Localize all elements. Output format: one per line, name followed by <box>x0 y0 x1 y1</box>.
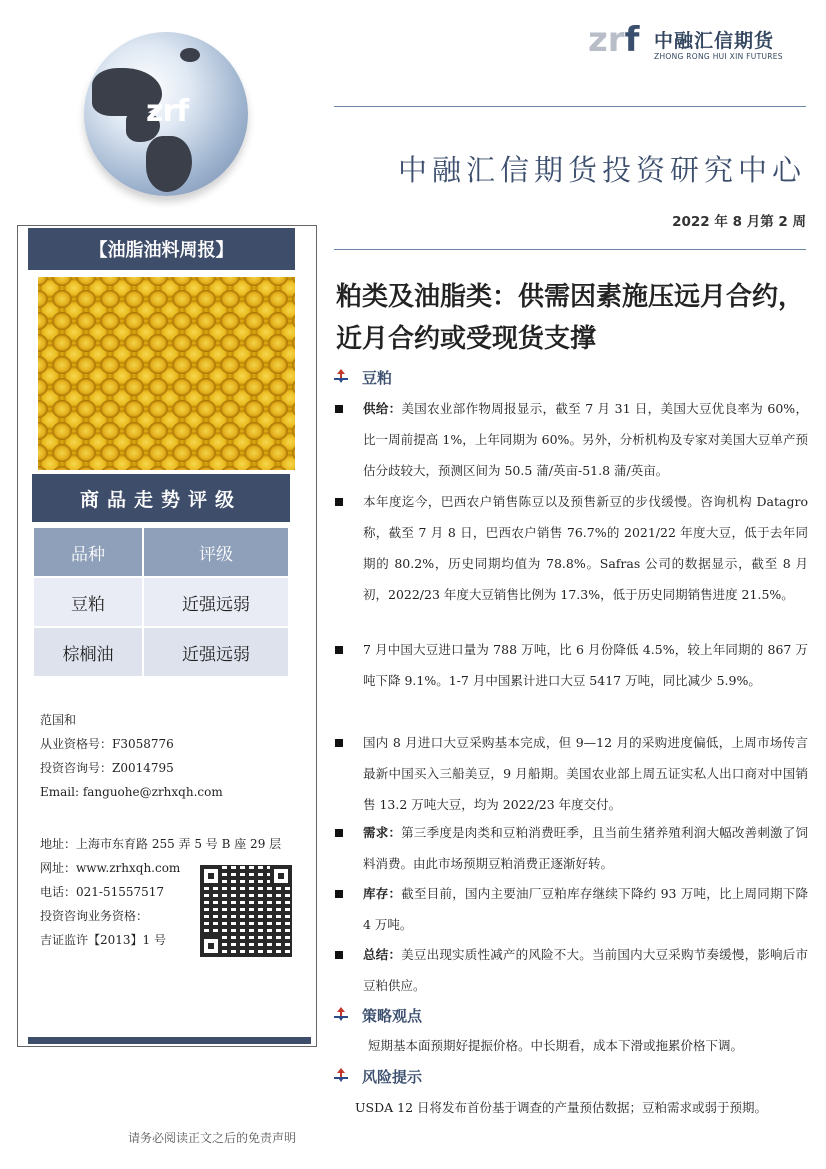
section-arrow-icon <box>334 369 348 383</box>
disclaimer-note: 请务必阅读正文之后的免责声明 <box>128 1131 297 1145</box>
risk-text: USDA 12 日将发布首份基于调查的产量预估数据；豆粕需求或弱于预期。 <box>355 1100 768 1115</box>
bullet-label: 总结： <box>363 947 402 962</box>
strategy-text: 短期基本面预期好提振价格。中长期看，成本下滑或拖累价格下调。 <box>368 1038 744 1053</box>
analyst-consult-number: 投资咨询号：Z0014795 <box>40 761 174 775</box>
section-arrow-icon <box>334 1068 348 1082</box>
rating-row <box>34 628 288 676</box>
bullet-marker <box>335 739 343 747</box>
company-logo-english: ZHONG RONG HUI XIN FUTURES <box>654 52 783 61</box>
company-logo-mark: zrf <box>588 20 640 60</box>
bullet-text: 美国农业部作物周报显示，截至 7 月 31 日，美国大豆优良率为 60%，比一周前提高 1%，上年同期为 60%。另外，分析机构及专家对美国大豆单产预估分歧较大，预测区间为 50.5 蒲/英亩-51.8 蒲/英亩。 <box>363 401 808 478</box>
report-headline: 粕类及油脂类：供需因素施压远月合约，近月合约或受现货支撑 <box>336 282 805 354</box>
globe-logo-image <box>84 32 248 196</box>
report-type-banner: 【油脂油料周报】 <box>28 228 295 270</box>
company-website[interactable]: 网址：www.zrhxqh.com <box>40 861 181 875</box>
bullet-demand <box>363 817 808 879</box>
section-title-soymeal: 豆粕 <box>362 369 393 387</box>
bullet-inventory <box>363 878 808 940</box>
bullet-china-imports <box>363 634 808 696</box>
rating-item: 豆粕 <box>34 578 142 626</box>
bullet-supply <box>363 393 808 486</box>
rating-value: 近强远弱 <box>144 578 288 626</box>
soybean-photo-overlay <box>38 277 295 470</box>
company-logo-name: 中融汇信期货 <box>654 30 775 52</box>
bullet-label: 供给： <box>363 401 402 416</box>
analyst-license: 从业资格号：F3058776 <box>40 737 174 751</box>
company-address: 地址：上海市东育路 255 弄 5 号 B 座 29 层 <box>40 837 282 851</box>
bullet-marker <box>335 829 343 837</box>
company-phone: 电话：021-51557517 <box>40 885 165 899</box>
bullet-label: 需求： <box>363 825 402 840</box>
analyst-name: 范国和 <box>40 713 77 727</box>
rating-item: 棕榈油 <box>34 628 142 676</box>
bullet-label: 库存： <box>363 886 402 901</box>
bullet-text: 第三季度是肉类和豆粕消费旺季，且当前生猪养殖利润大幅改善刺激了饲料消费。由此市场预期豆粕消费正逐渐好转。 <box>363 825 808 871</box>
analyst-info <box>40 708 223 804</box>
company-qualification: 投资咨询业务资格： <box>40 909 149 923</box>
header-rule-top <box>334 106 806 107</box>
bullet-summary <box>363 939 808 1001</box>
sidebar-bottom-bar <box>28 1037 311 1044</box>
analyst-email[interactable]: Email: fanguohe@zrhxqh.com <box>40 785 223 799</box>
globe-zrf-mark: zrf <box>146 94 189 129</box>
rating-title: 商品走势评级 <box>32 474 290 522</box>
bullet-marker <box>335 890 343 898</box>
rating-table <box>32 526 290 678</box>
bullet-text: 7 月中国大豆进口量为 788 万吨，比 6 月份降低 4.5%，较上年同期的 867 万吨下降 9.1%。1-7 月中国累计进口大豆 5417 万吨，同比减少 5.9%。 <box>363 642 808 688</box>
section-title-risk: 风险提示 <box>362 1068 423 1086</box>
bullet-text: 本年度迄今，巴西农户销售陈豆以及预售新豆的步伐缓慢。咨询机构 Datagro 称，截至 7 月 8 日，巴西农户销售 76.7%的 2021/22 年度大豆，低于去年同期的 80.2%，历史同期均值为 78.8%。Safras 公司的数据显示，截至 8 月初，2022/23 年度大豆销售比例为 17.3%，低于历史同期销售进度 21.5%。 <box>363 494 808 602</box>
section-title-strategy: 策略观点 <box>362 1007 423 1025</box>
rating-value: 近强远弱 <box>144 628 288 676</box>
bullet-procurement <box>363 727 808 820</box>
qr-code-icon <box>200 865 292 957</box>
bullet-marker <box>335 405 343 413</box>
bullet-text: 美豆出现实质性减产的风险不大。当前国内大豆采购节奏缓慢，影响后市豆粕供应。 <box>363 947 808 993</box>
rating-header-rating: 评级 <box>144 528 288 576</box>
header-rule-bottom <box>334 249 806 250</box>
company-license-number: 吉证监许【2013】1 号 <box>40 933 166 947</box>
bullet-text: 国内 8 月进口大豆采购基本完成，但 9—12 月的采购进度偏低，上周市场传言最新中国买入三船美豆，9 月船期。美国农业部上周五证实私人出口商对中国销售 13.2 万吨大豆，均为 2022/23 年度交付。 <box>363 735 808 812</box>
research-center-title: 中融汇信期货投资研究中心 <box>397 153 806 187</box>
rating-header-item: 品种 <box>34 528 142 576</box>
section-arrow-icon <box>334 1007 348 1021</box>
rating-row <box>34 578 288 626</box>
report-date: 2022 年 8 月第 2 周 <box>672 214 806 230</box>
rating-table-header <box>34 528 288 576</box>
bullet-brazil-sales <box>363 486 808 610</box>
bullet-text: 截至目前，国内主要油厂豆粕库存继续下降约 93 万吨，比上周同期下降 4 万吨。 <box>363 886 808 932</box>
bullet-marker <box>335 498 343 506</box>
bullet-marker <box>335 951 343 959</box>
bullet-marker <box>335 646 343 654</box>
